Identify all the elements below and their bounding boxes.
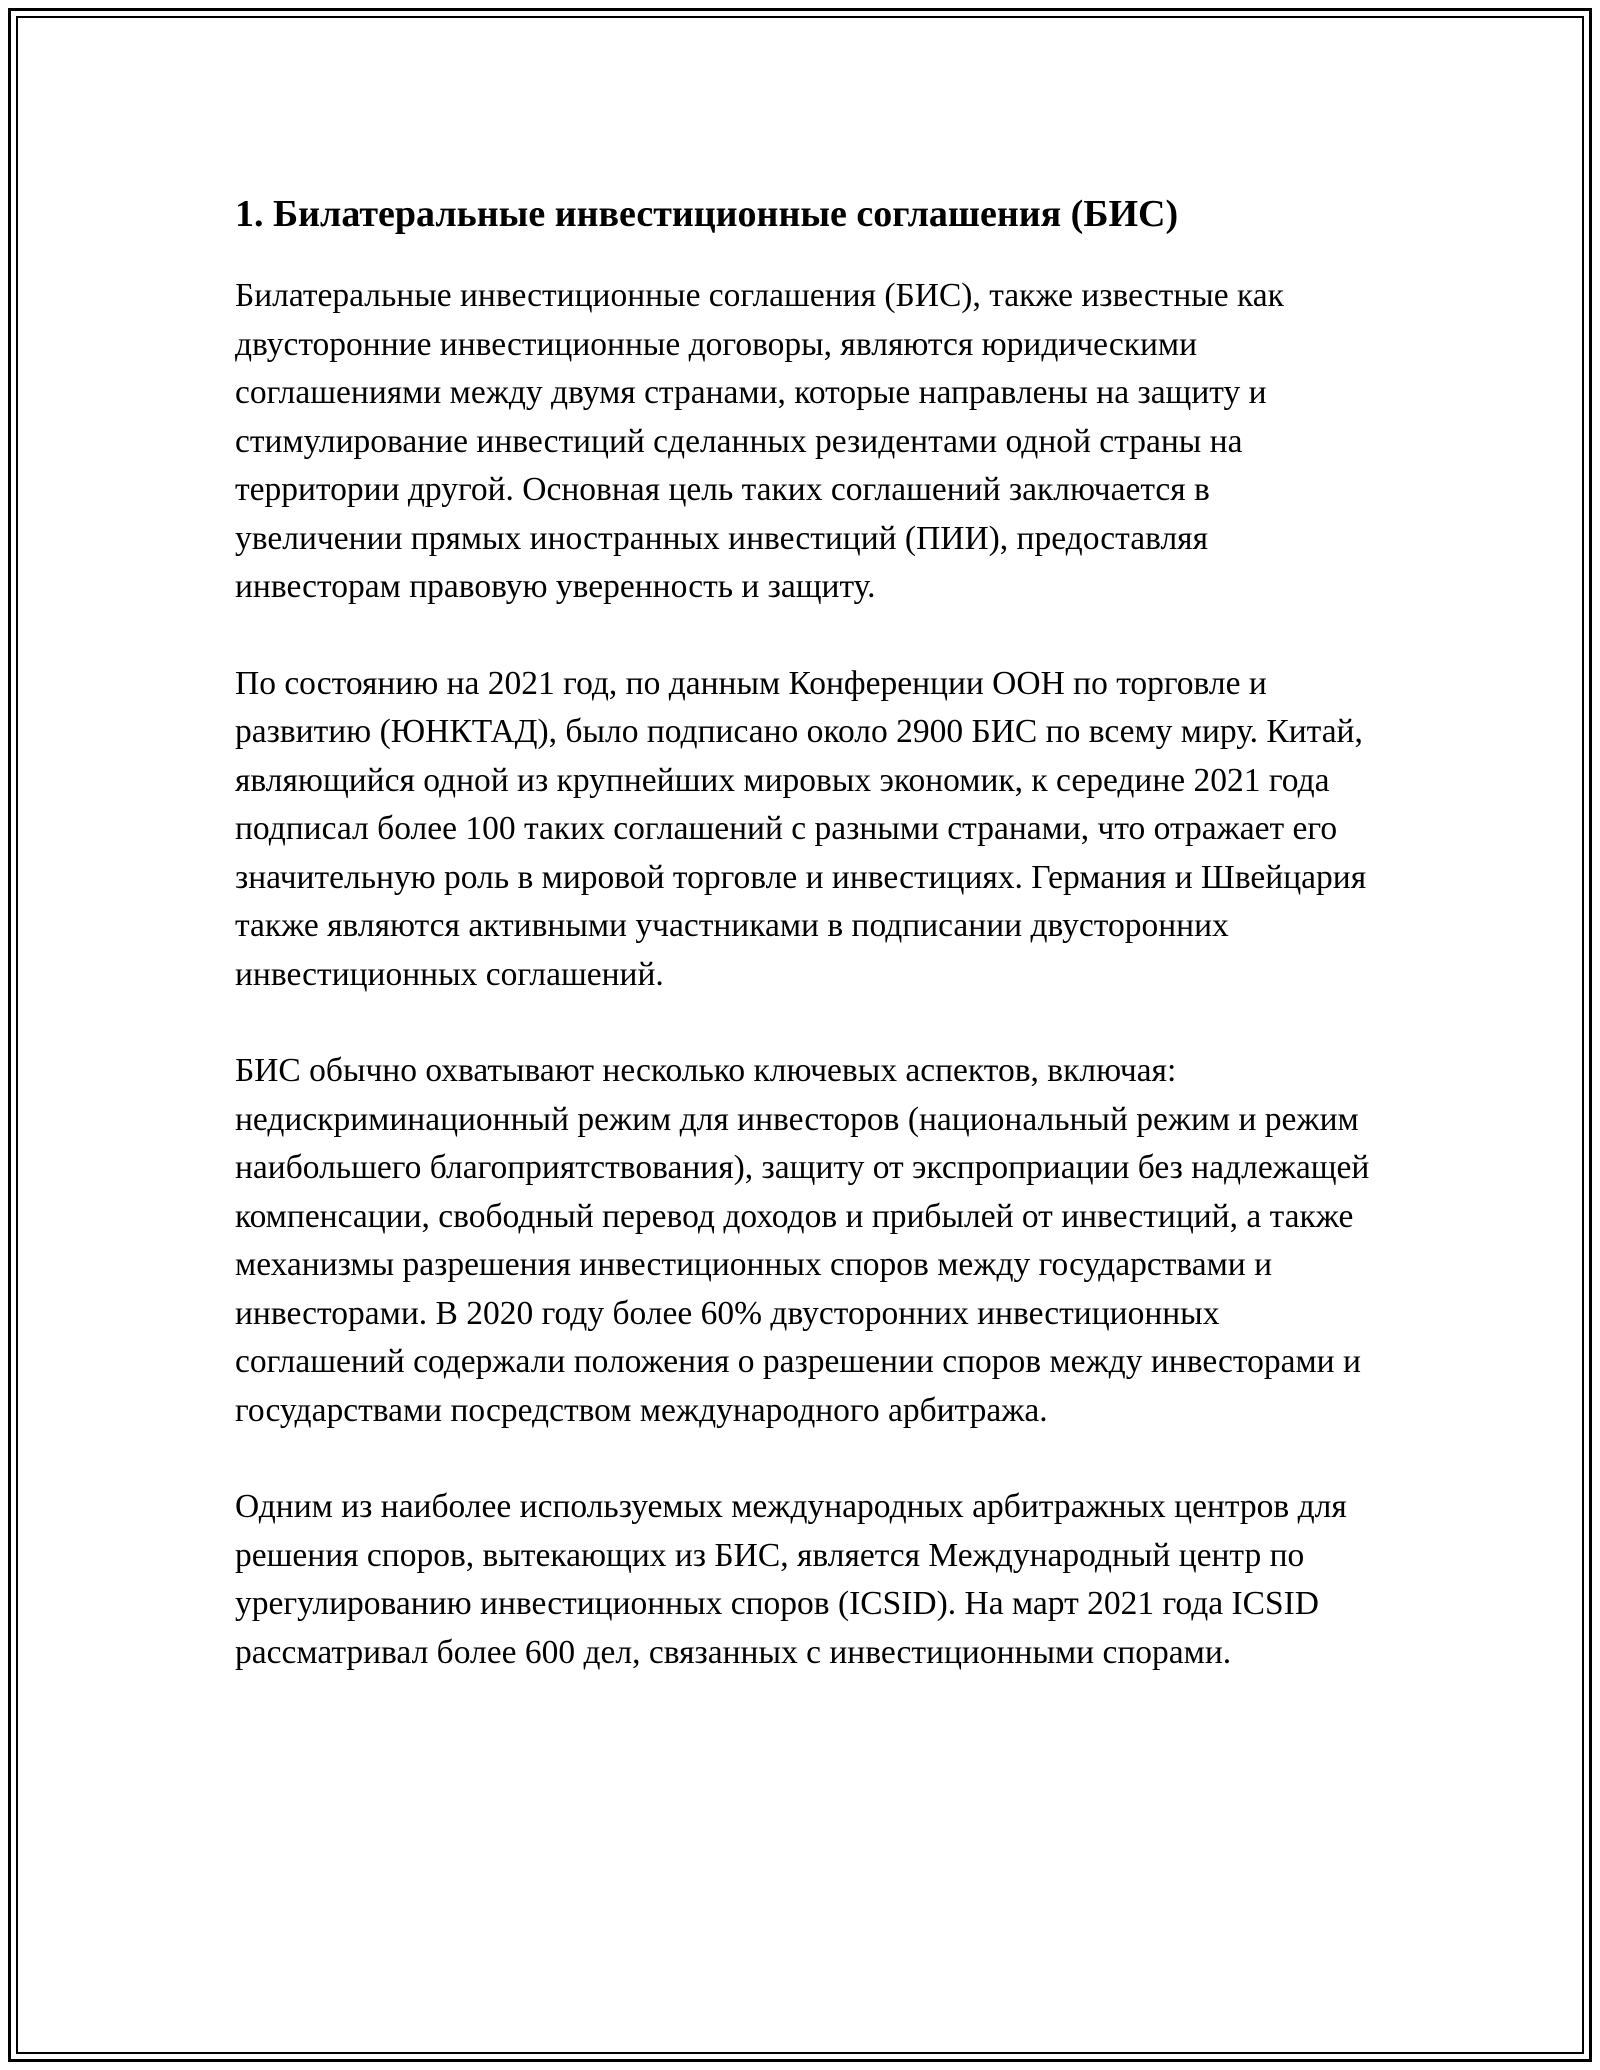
- document-page: [235, 190, 1375, 1677]
- paragraph-icsid: Одним из наиболее используемых международных арбитражных центров для решения споров, вытекающих из БИС, является Международный центр по урегулированию инвестиционных споров (ICSID). На март 2021 года ICSID рассматривал более 600 дел, связанных с инвестиционными спорами.: [235, 1488, 1347, 1671]
- paragraph-statistics: По состоянию на 2021 год, по данным Конференции ООН по торговле и развитию (ЮНКТАД), было подписано около 2900 БИС по всему миру. Китай, являющийся одной из крупнейших мировых экономик, к середине 2021 года подписал более 100 таких соглашений с разными странами, что отражает его значительную роль в мировой торговле и инвестициях. Германия и Швейцария также являются активными участниками в подписании двусторонних инвестиционных соглашений.: [235, 664, 1367, 993]
- paragraph-definition: Билатеральные инвестиционные соглашения (БИС), также известные как двусторонние инвестиционные договоры, являются юридическими соглашениями между двумя странами, которые направлены на защиту и стимулирование инвестиций сделанных резидентами одной страны на территории другой. Основная цель таких соглашений заключается в увеличении прямых иностранных инвестиций (ПИИ), предоставляя инвесторам правовую уверенность и защиту.: [235, 277, 1284, 605]
- paragraph-key-aspects: БИС обычно охватывают несколько ключевых аспектов, включая: недискриминационный режим для инвесторов (национальный режим и режим наибольшего благоприятствования), защиту от экспроприации без надлежащей компенсации, свободный перевод доходов и прибылей от инвестиций, а также механизмы разрешения инвестиционных споров между государствами и инвесторами. В 2020 году более 60% двусторонних инвестиционных соглашений содержали положения о разрешении споров между инвесторами и государствами посредством международного арбитража.: [235, 1052, 1370, 1429]
- section-heading: 1. Билатеральные инвестиционные соглашения (БИС): [235, 193, 1179, 235]
